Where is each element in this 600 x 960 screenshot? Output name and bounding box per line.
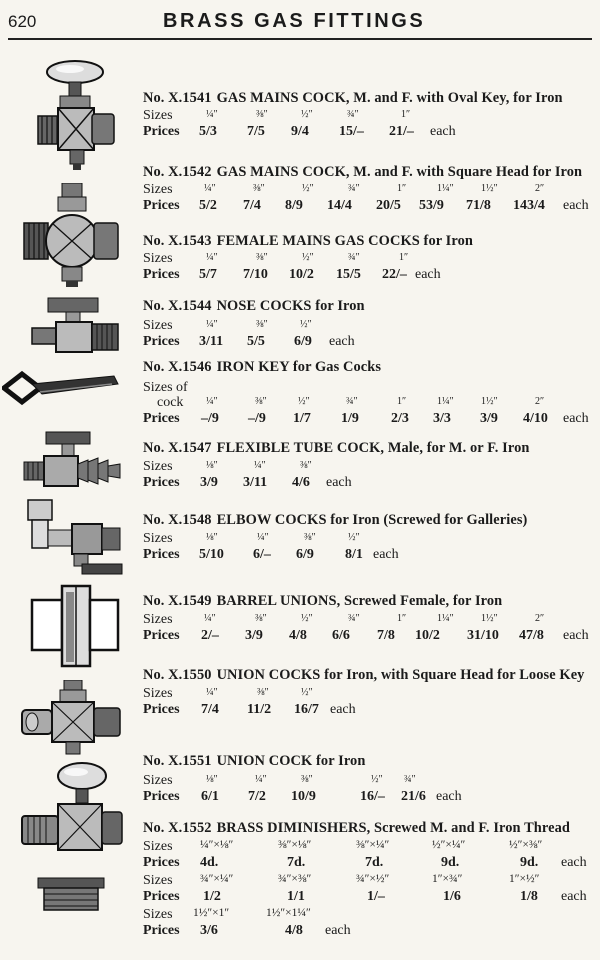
price-cell: 1/7: [293, 410, 311, 426]
entry-description: GAS MAINS COCK, M. and F. with Oval Key, for Iron: [216, 90, 563, 106]
sizes-row: [143, 182, 595, 198]
price-cell: 3/11: [243, 474, 268, 490]
prices-row: [143, 198, 595, 214]
entry-description: FEMALE MAINS GAS COCKS for Iron: [216, 233, 473, 249]
price-cell: 2/3: [391, 410, 409, 426]
sizes-of-cock-label-row: [143, 380, 595, 395]
entry-title: [143, 753, 595, 770]
price-cell: 21/–: [389, 123, 414, 139]
catalogue-entry-x1549: [143, 593, 595, 643]
price-cell: 1/9: [341, 410, 359, 426]
size-cell: 1½″: [481, 613, 498, 624]
prices-label: Prices: [143, 474, 180, 490]
size-cell: ⅜″: [256, 319, 268, 330]
size-cell: ¼″: [206, 687, 218, 698]
size-cell: 2″: [535, 183, 545, 194]
prices-label: Prices: [143, 197, 180, 213]
entry-description: ELBOW COCKS for Iron (Screwed for Galleries): [216, 512, 528, 528]
entry-title: [143, 512, 595, 529]
price-cell: 1/2: [203, 888, 221, 904]
price-cell: 10/2: [289, 266, 314, 282]
size-cell: 1½″×1¼″: [266, 907, 311, 919]
entry-description: GAS MAINS COCK, M. and F. with Square Head for Iron: [216, 164, 583, 180]
sizes-label: Sizes: [143, 839, 173, 854]
prices-row: [143, 628, 595, 644]
size-cell: ¼″: [257, 532, 269, 543]
price-cell: 7/2: [248, 788, 266, 804]
price-cell: 7/8: [377, 627, 395, 643]
prices-row: [143, 411, 595, 427]
size-cell: ⅜″: [301, 774, 313, 785]
price-cell: 53/9: [419, 197, 444, 213]
size-cell: ¼″: [206, 252, 218, 263]
size-cell: 1″: [397, 613, 407, 624]
price-cell: 3/9: [200, 474, 218, 490]
price-cell: –/9: [248, 410, 266, 426]
price-cell: 4/8: [289, 627, 307, 643]
catalogue-entry-x1551: [143, 753, 595, 804]
price-cell: 15/–: [339, 123, 364, 139]
sizes-row: [143, 459, 595, 475]
price-cell: 11/2: [247, 701, 272, 717]
entry-title: [143, 164, 595, 181]
prices-label: Prices: [143, 888, 180, 904]
sizes-label: Sizes: [143, 531, 173, 546]
each-label: each: [563, 410, 589, 426]
entry-description: BARREL UNIONS, Screwed Female, for Iron: [216, 593, 503, 609]
size-cell: ½″: [300, 319, 312, 330]
entry-number: No. X.1546: [143, 359, 212, 375]
price-cell: 16/–: [360, 788, 385, 804]
prices-row: [143, 547, 595, 563]
sizes-row: [143, 612, 595, 628]
gas-mains-cock-square-head-illustration: [20, 183, 122, 289]
size-cell: ⅜″: [256, 252, 268, 263]
entry-number: No. X.1548: [143, 512, 212, 528]
entry-number: No. X.1549: [143, 593, 212, 609]
price-cell: 10/9: [291, 788, 316, 804]
price-cell: 3/9: [480, 410, 498, 426]
each-label: each: [330, 701, 356, 717]
price-cell: 4d.: [200, 854, 219, 870]
price-cell: 5/3: [199, 123, 217, 139]
each-label: each: [326, 474, 352, 490]
sizes-row: [143, 251, 595, 267]
nose-cock-illustration: [30, 296, 120, 360]
entry-number: No. X.1552: [143, 820, 212, 836]
size-cell: ¾″×⅜″: [278, 873, 312, 885]
each-label: each: [415, 266, 441, 282]
prices-row: [143, 789, 595, 805]
size-cell: ½″: [301, 613, 313, 624]
prices-row: [143, 923, 595, 939]
catalogue-entry-x1547: [143, 440, 595, 490]
size-cell: 1¼″: [437, 396, 454, 407]
size-cell: ¾″: [348, 183, 360, 194]
prices-label: Prices: [143, 627, 180, 643]
price-cell: 5/10: [199, 546, 224, 562]
size-cell: ¼″: [254, 460, 266, 471]
prices-row: [143, 702, 595, 718]
size-cell: ⅛″: [206, 460, 218, 471]
catalogue-entry-x1543: [143, 233, 595, 282]
each-label: each: [329, 333, 355, 349]
prices-label: Prices: [143, 546, 180, 562]
sizes-row: [143, 873, 595, 889]
prices-label: Prices: [143, 333, 180, 349]
price-cell: 6/6: [332, 627, 350, 643]
size-cell: ⅜″: [255, 396, 267, 407]
price-cell: 5/2: [199, 197, 217, 213]
price-cell: 71/8: [466, 197, 491, 213]
entry-title: [143, 90, 595, 107]
barrel-union-illustration: [28, 584, 122, 670]
sizes-label: Sizes: [143, 251, 173, 266]
size-cell: ⅜″: [300, 460, 312, 471]
size-cell: ¾″×½″: [356, 873, 390, 885]
entry-title: [143, 593, 595, 610]
prices-label: Prices: [143, 922, 180, 938]
sizes-label: Sizes: [143, 686, 173, 701]
prices-row: [143, 124, 595, 140]
catalogue-entry-x1552: [143, 820, 595, 938]
price-cell: –/9: [201, 410, 219, 426]
price-cell: 10/2: [415, 627, 440, 643]
size-cell: 1¼″: [437, 613, 454, 624]
price-cell: 14/4: [327, 197, 352, 213]
price-cell: 7/5: [247, 123, 265, 139]
each-label: each: [430, 123, 456, 139]
size-cell: 1¼″: [437, 183, 454, 194]
entry-number: No. X.1550: [143, 667, 212, 683]
sizes-label: Sizes: [143, 773, 173, 788]
prices-row: [143, 889, 595, 905]
price-cell: 3/9: [245, 627, 263, 643]
size-cell: ½″: [348, 532, 360, 543]
size-cell: 1″: [401, 109, 411, 120]
size-cell: ½″×⅜″: [509, 839, 543, 851]
sizes-row: [143, 395, 595, 411]
size-cell: ½″: [298, 396, 310, 407]
size-cell: ¾″: [346, 396, 358, 407]
size-cell: ¾″: [404, 774, 416, 785]
entry-number: No. X.1541: [143, 90, 212, 106]
price-cell: 21/6: [401, 788, 426, 804]
catalogue-entry-x1548: [143, 512, 595, 562]
price-cell: 16/7: [294, 701, 319, 717]
price-cell: 6/–: [253, 546, 271, 562]
each-label: each: [436, 788, 462, 804]
prices-label: Prices: [143, 410, 180, 426]
entry-title: [143, 233, 595, 250]
gas-mains-cock-oval-key-illustration: [30, 58, 120, 170]
price-cell: 20/5: [376, 197, 401, 213]
prices-label: Prices: [143, 701, 180, 717]
prices-row: [143, 334, 595, 350]
sizes-label: Sizes: [143, 612, 173, 627]
page-title: BRASS GAS FITTINGS: [163, 10, 426, 32]
catalogue-entry-x1541: [143, 90, 595, 139]
price-cell: 7d.: [287, 854, 306, 870]
size-cell: 1″: [397, 396, 407, 407]
sizes-label: Sizes: [143, 907, 173, 922]
price-cell: 1/8: [520, 888, 538, 904]
price-cell: 6/9: [294, 333, 312, 349]
size-cell: ¼″×⅛″: [200, 839, 234, 851]
sizes-row: [143, 907, 595, 923]
size-cell: ⅜″×⅛″: [278, 839, 312, 851]
entry-description: UNION COCKS for Iron, with Square Head for Loose Key: [216, 667, 585, 683]
page-header: [0, 0, 600, 42]
price-cell: 3/3: [433, 410, 451, 426]
sizes-row: [143, 318, 595, 334]
size-cell: ⅜″×¼″: [356, 839, 390, 851]
union-cock-oval-key-illustration: [20, 762, 124, 858]
elbow-cock-illustration: [24, 498, 124, 578]
price-cell: 5/7: [199, 266, 217, 282]
prices-label: Prices: [143, 788, 180, 804]
entry-description: UNION COCK for Iron: [216, 753, 366, 769]
prices-row: [143, 267, 595, 283]
entry-title: [143, 667, 595, 684]
sizes-row: [143, 839, 595, 855]
size-cell: ¼″: [206, 109, 218, 120]
each-label: each: [325, 922, 351, 938]
entry-description: BRASS DIMINISHERS, Screwed M. and F. Iron Thread: [216, 820, 571, 836]
price-cell: 9d.: [520, 854, 539, 870]
each-label: each: [561, 888, 587, 904]
price-cell: 7/4: [201, 701, 219, 717]
catalogue-entry-x1544: [143, 298, 595, 349]
size-cell: ¼″: [204, 183, 216, 194]
price-cell: 8/1: [345, 546, 363, 562]
size-cell: ½″: [371, 774, 383, 785]
price-cell: 7d.: [365, 854, 384, 870]
price-cell: 31/10: [467, 627, 499, 643]
size-cell: 1″×½″: [509, 873, 540, 885]
price-cell: 2/–: [201, 627, 219, 643]
price-cell: 3/11: [199, 333, 224, 349]
prices-row: [143, 475, 595, 491]
sizes-row: [143, 531, 595, 547]
sizes-row: [143, 773, 595, 789]
price-cell: 8/9: [285, 197, 303, 213]
catalogue-entry-x1542: [143, 164, 595, 213]
size-cell: ¾″: [347, 109, 359, 120]
price-cell: 1/6: [443, 888, 461, 904]
sizes-label: Sizes: [143, 873, 173, 888]
size-cell: 2″: [535, 613, 545, 624]
sizes-label: Sizes: [143, 318, 173, 333]
size-cell: ¾″: [348, 252, 360, 263]
entry-number: No. X.1543: [143, 233, 212, 249]
size-cell: ⅜″: [304, 532, 316, 543]
size-cell: ½″: [302, 252, 314, 263]
size-cell: ½″×¼″: [432, 839, 466, 851]
size-cell: 1½″: [481, 396, 498, 407]
each-label: each: [373, 546, 399, 562]
price-cell: 143/4: [513, 197, 545, 213]
entry-number: No. X.1544: [143, 298, 212, 314]
size-cell: ¾″: [348, 613, 360, 624]
size-cell: 1½″: [481, 183, 498, 194]
price-cell: 15/5: [336, 266, 361, 282]
size-cell: ¼″: [206, 396, 218, 407]
price-cell: 5/5: [247, 333, 265, 349]
size-cell: ½″: [301, 687, 313, 698]
size-cell: ⅜″: [256, 109, 268, 120]
size-cell: ¼″: [255, 774, 267, 785]
header-rule: [8, 38, 592, 40]
size-cell: ⅜″: [253, 183, 265, 194]
entry-title: [143, 440, 595, 457]
entry-title: [143, 298, 595, 315]
price-cell: 3/6: [200, 922, 218, 938]
price-cell: 1/1: [287, 888, 305, 904]
brass-diminisher-illustration: [36, 876, 106, 912]
price-cell: 6/1: [201, 788, 219, 804]
price-cell: 22/–: [382, 266, 407, 282]
union-cock-illustration: [20, 680, 124, 756]
each-label: each: [561, 854, 587, 870]
entry-title: [143, 359, 595, 376]
price-cell: 6/9: [296, 546, 314, 562]
size-cell: ⅛″: [206, 774, 218, 785]
page-number: 620: [8, 12, 37, 31]
sizes-label: Sizes: [143, 459, 173, 474]
entry-title: [143, 820, 595, 837]
price-cell: 1/–: [367, 888, 385, 904]
size-cell: ⅜″: [257, 687, 269, 698]
catalogue-entry-x1550: [143, 667, 595, 717]
size-cell: ⅜″: [255, 613, 267, 624]
price-cell: 4/6: [292, 474, 310, 490]
entry-description: FLEXIBLE TUBE COCK, Male, for M. or F. Iron: [216, 440, 530, 456]
sizes-of-label: Sizes of: [143, 380, 188, 395]
entry-number: No. X.1547: [143, 440, 212, 456]
price-cell: 7/10: [243, 266, 268, 282]
price-cell: 47/8: [519, 627, 544, 643]
price-cell: 9/4: [291, 123, 309, 139]
entry-description: NOSE COCKS for Iron: [216, 298, 365, 314]
each-label: each: [563, 627, 589, 643]
price-cell: 9d.: [441, 854, 460, 870]
cock-label: cock: [157, 395, 184, 410]
price-cell: 7/4: [243, 197, 261, 213]
size-cell: ¼″: [206, 319, 218, 330]
entry-description: IRON KEY for Gas Cocks: [216, 359, 382, 375]
size-cell: 2″: [535, 396, 545, 407]
sizes-row: [143, 686, 595, 702]
size-cell: ⅛″: [206, 532, 218, 543]
price-cell: 4/8: [285, 922, 303, 938]
iron-key-illustration: [2, 370, 120, 418]
entry-number: No. X.1551: [143, 753, 212, 769]
size-cell: ¼″: [204, 613, 216, 624]
prices-label: Prices: [143, 854, 180, 870]
sizes-label: Sizes: [143, 182, 173, 197]
sizes-row: [143, 108, 595, 124]
size-cell: 1″×¾″: [432, 873, 463, 885]
entry-number: No. X.1542: [143, 164, 212, 180]
price-cell: 4/10: [523, 410, 548, 426]
size-cell: 1″: [397, 183, 407, 194]
prices-row: [143, 855, 595, 871]
size-cell: 1″: [399, 252, 409, 263]
prices-label: Prices: [143, 266, 180, 282]
prices-label: Prices: [143, 123, 180, 139]
catalogue-entry-x1546: [143, 359, 595, 426]
size-cell: ¾″×¼″: [200, 873, 234, 885]
each-label: each: [563, 197, 589, 213]
sizes-label: Sizes: [143, 108, 173, 123]
size-cell: ½″: [302, 183, 314, 194]
flexible-tube-cock-illustration: [22, 430, 122, 494]
size-cell: 1½″×1″: [193, 907, 230, 919]
size-cell: ½″: [301, 109, 313, 120]
